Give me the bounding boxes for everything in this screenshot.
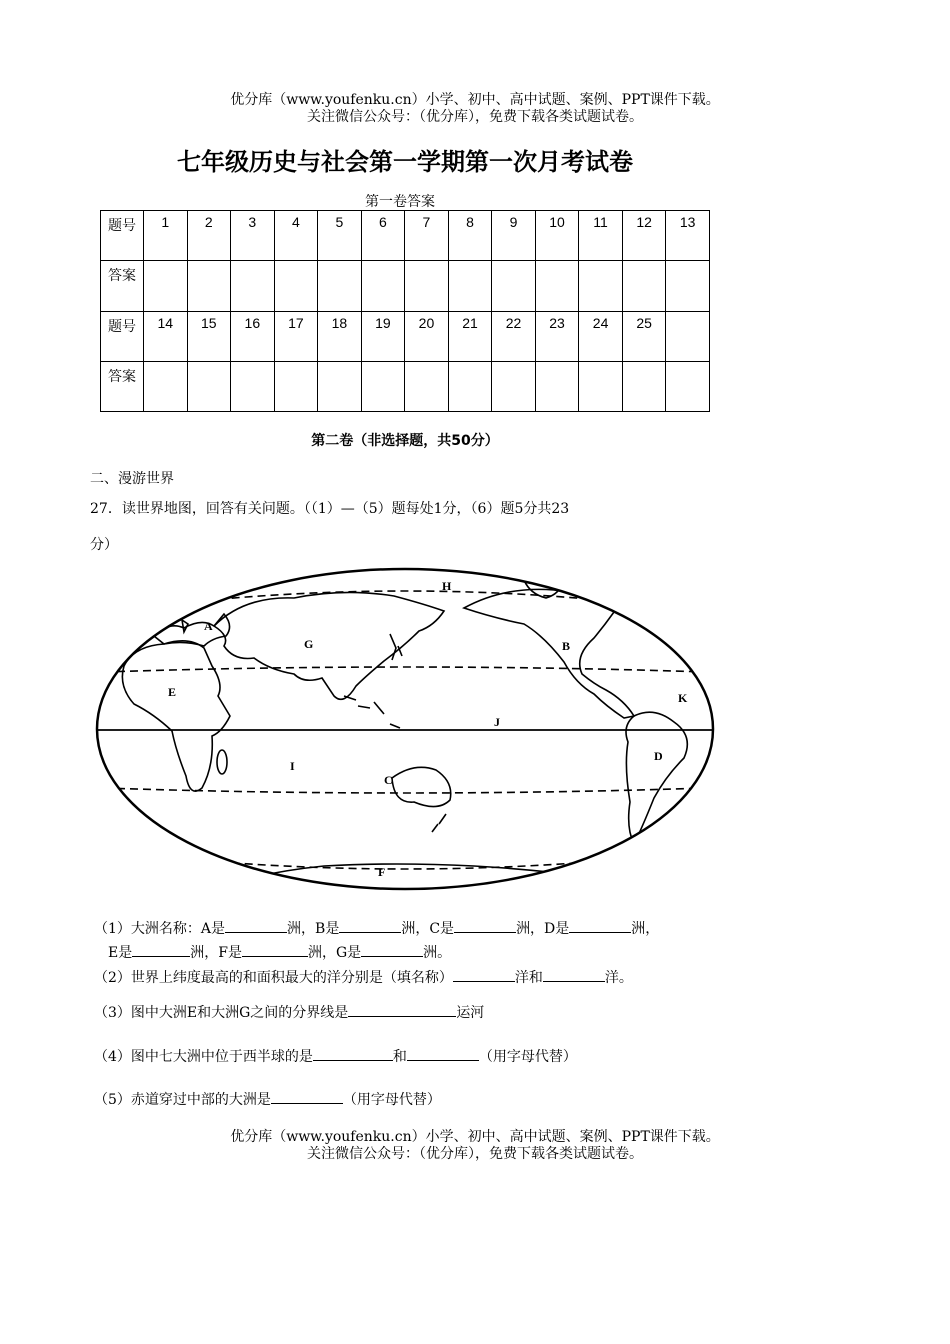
table-caption: 第一卷答案 (365, 194, 435, 210)
q-num-cell: 7 (405, 211, 449, 261)
q1-end2: 洲。 (423, 945, 452, 961)
q1-e: E是 (108, 945, 133, 961)
q1-b: 洲，B是 (287, 921, 340, 937)
question-1-line-1 (94, 918, 754, 938)
q-num-cell: 5 (318, 211, 362, 261)
answer-cell[interactable] (231, 361, 275, 411)
answer-cell[interactable] (622, 361, 666, 411)
footer-line-2: 关注微信公众号：（优分库），免费下载各类试题试卷。 (307, 1146, 643, 1162)
q-num-cell: 24 (579, 311, 623, 361)
answer-cell[interactable] (535, 361, 579, 411)
q1-g: 洲，G是 (307, 945, 362, 961)
answer-cell[interactable] (492, 261, 536, 311)
q-num-cell: 14 (144, 311, 188, 361)
q-num-cell: 2 (187, 211, 231, 261)
map-label-d: D (654, 749, 663, 763)
answer-cell[interactable] (187, 261, 231, 311)
answer-blank[interactable] (407, 1046, 479, 1061)
question-5 (94, 1089, 441, 1109)
answer-blank[interactable] (225, 918, 287, 933)
map-label-e: E (168, 685, 177, 699)
a-label-cell: 答案 (101, 361, 144, 411)
question-2 (94, 967, 633, 987)
q2-mid: 洋和 (514, 970, 543, 986)
table-row-a2 (101, 361, 710, 411)
answer-cell[interactable] (144, 361, 188, 411)
question-1-line-2 (108, 942, 451, 962)
answer-blank[interactable] (543, 967, 605, 982)
answer-blank[interactable] (348, 1002, 456, 1017)
answer-blank[interactable] (313, 1046, 393, 1061)
answer-blank[interactable] (569, 918, 631, 933)
q-label-cell: 题号 (101, 311, 144, 361)
q-label-cell: 题号 (101, 211, 144, 261)
q-num-cell: 19 (361, 311, 405, 361)
q4-text: （4）图中七大洲中位于西半球的是 (94, 1049, 313, 1065)
q3-text: （3）图中大洲E和大洲G之间的分界线是 (94, 1005, 349, 1021)
answer-blank[interactable] (454, 918, 516, 933)
map-label-j: J (494, 715, 500, 729)
q1-d: 洲，D是 (516, 921, 570, 937)
q5-end: （用字母代替） (342, 1092, 441, 1108)
q-num-cell: 8 (448, 211, 492, 261)
q-num-cell: 21 (448, 311, 492, 361)
answer-cell[interactable] (187, 361, 231, 411)
answer-cell[interactable] (535, 261, 579, 311)
answer-cell[interactable] (448, 261, 492, 311)
q-num-cell: 17 (274, 311, 318, 361)
q-num-cell: 20 (405, 311, 449, 361)
q1-end: 洲， (631, 921, 660, 937)
map-outline (97, 569, 713, 889)
answer-cell[interactable] (144, 261, 188, 311)
map-label-f: F (378, 865, 386, 879)
q2-text: （2）世界上纬度最高的和面积最大的洋分别是（填名称） (94, 970, 453, 986)
q-num-cell: 10 (535, 211, 579, 261)
q2-end: 洋。 (604, 970, 633, 986)
table-row-q1 (101, 211, 710, 261)
q-num-cell (666, 311, 710, 361)
section-2-heading: 第二卷（非选择题，共50分） (311, 433, 499, 449)
map-label-g: G (304, 637, 314, 651)
answer-cell[interactable] (448, 361, 492, 411)
q27-line-1: 27．读世界地图，回答有关问题。（（1）—（5）题每处1分，（6）题5分共23 (90, 501, 570, 517)
q-num-cell: 3 (231, 211, 275, 261)
q-num-cell: 11 (579, 211, 623, 261)
header-line-2: 关注微信公众号：（优分库），免费下载各类试题试卷。 (307, 109, 643, 125)
answer-cell[interactable] (318, 261, 362, 311)
q1-prefix: （1）大洲名称： (94, 921, 201, 937)
answer-cell[interactable] (622, 261, 666, 311)
table-row-a1 (101, 261, 710, 311)
q-num-cell: 6 (361, 211, 405, 261)
answer-blank[interactable] (453, 967, 515, 982)
answer-cell[interactable] (361, 361, 405, 411)
q5-text: （5）赤道穿过中部的大洲是 (94, 1092, 271, 1108)
q-num-cell: 1 (144, 211, 188, 261)
answer-cell[interactable] (405, 261, 449, 311)
q-num-cell: 13 (666, 211, 710, 261)
map-label-h: H (442, 579, 452, 593)
answer-cell[interactable] (579, 261, 623, 311)
answer-blank[interactable] (132, 942, 190, 957)
q27-line-2: 分） (90, 537, 118, 553)
table-row-q2 (101, 311, 710, 361)
answer-cell[interactable] (666, 361, 710, 411)
q-num-cell: 12 (622, 211, 666, 261)
q-num-cell: 15 (187, 311, 231, 361)
map-label-k: K (678, 691, 688, 705)
q4-mid: 和 (392, 1049, 407, 1065)
answer-cell[interactable] (231, 261, 275, 311)
answer-cell[interactable] (666, 261, 710, 311)
map-label-i: I (290, 759, 295, 773)
q1-a: A是 (200, 921, 226, 937)
map-label-a: A (204, 619, 213, 633)
answer-cell[interactable] (492, 361, 536, 411)
q-num-cell: 23 (535, 311, 579, 361)
q3-end: 运河 (456, 1005, 485, 1021)
question-3 (94, 1002, 484, 1022)
answer-blank[interactable] (339, 918, 401, 933)
answer-blank[interactable] (271, 1089, 343, 1104)
q4-end: （用字母代替） (478, 1049, 577, 1065)
footer-line-1: 优分库（www.youfenku.cn）小学、初中、高中试题、案例、PPT课件下载。 (230, 1129, 720, 1145)
answer-table (100, 210, 710, 412)
answer-cell[interactable] (318, 361, 362, 411)
q-num-cell: 25 (622, 311, 666, 361)
answer-cell[interactable] (274, 261, 318, 311)
map-label-c: C (384, 773, 393, 787)
q-num-cell: 16 (231, 311, 275, 361)
answer-blank[interactable] (242, 942, 308, 957)
q1-f: 洲，F是 (190, 945, 242, 961)
q-num-cell: 4 (274, 211, 318, 261)
page-title: 七年级历史与社会第一学期第一次月考试卷 (177, 148, 633, 176)
header-line-1: 优分库（www.youfenku.cn）小学、初中、高中试题、案例、PPT课件下载。 (230, 92, 720, 108)
answer-cell[interactable] (579, 361, 623, 411)
map-label-b: B (562, 639, 571, 653)
a-label-cell: 答案 (101, 261, 144, 311)
q-num-cell: 22 (492, 311, 536, 361)
question-4 (94, 1046, 577, 1066)
answer-blank[interactable] (361, 942, 423, 957)
answer-cell[interactable] (274, 361, 318, 411)
q-num-cell: 18 (318, 311, 362, 361)
world-map (94, 566, 716, 892)
q-num-cell: 9 (492, 211, 536, 261)
answer-cell[interactable] (405, 361, 449, 411)
part-2-title: 二、漫游世界 (90, 471, 174, 487)
answer-cell[interactable] (361, 261, 405, 311)
q1-c: 洲，C是 (401, 921, 455, 937)
